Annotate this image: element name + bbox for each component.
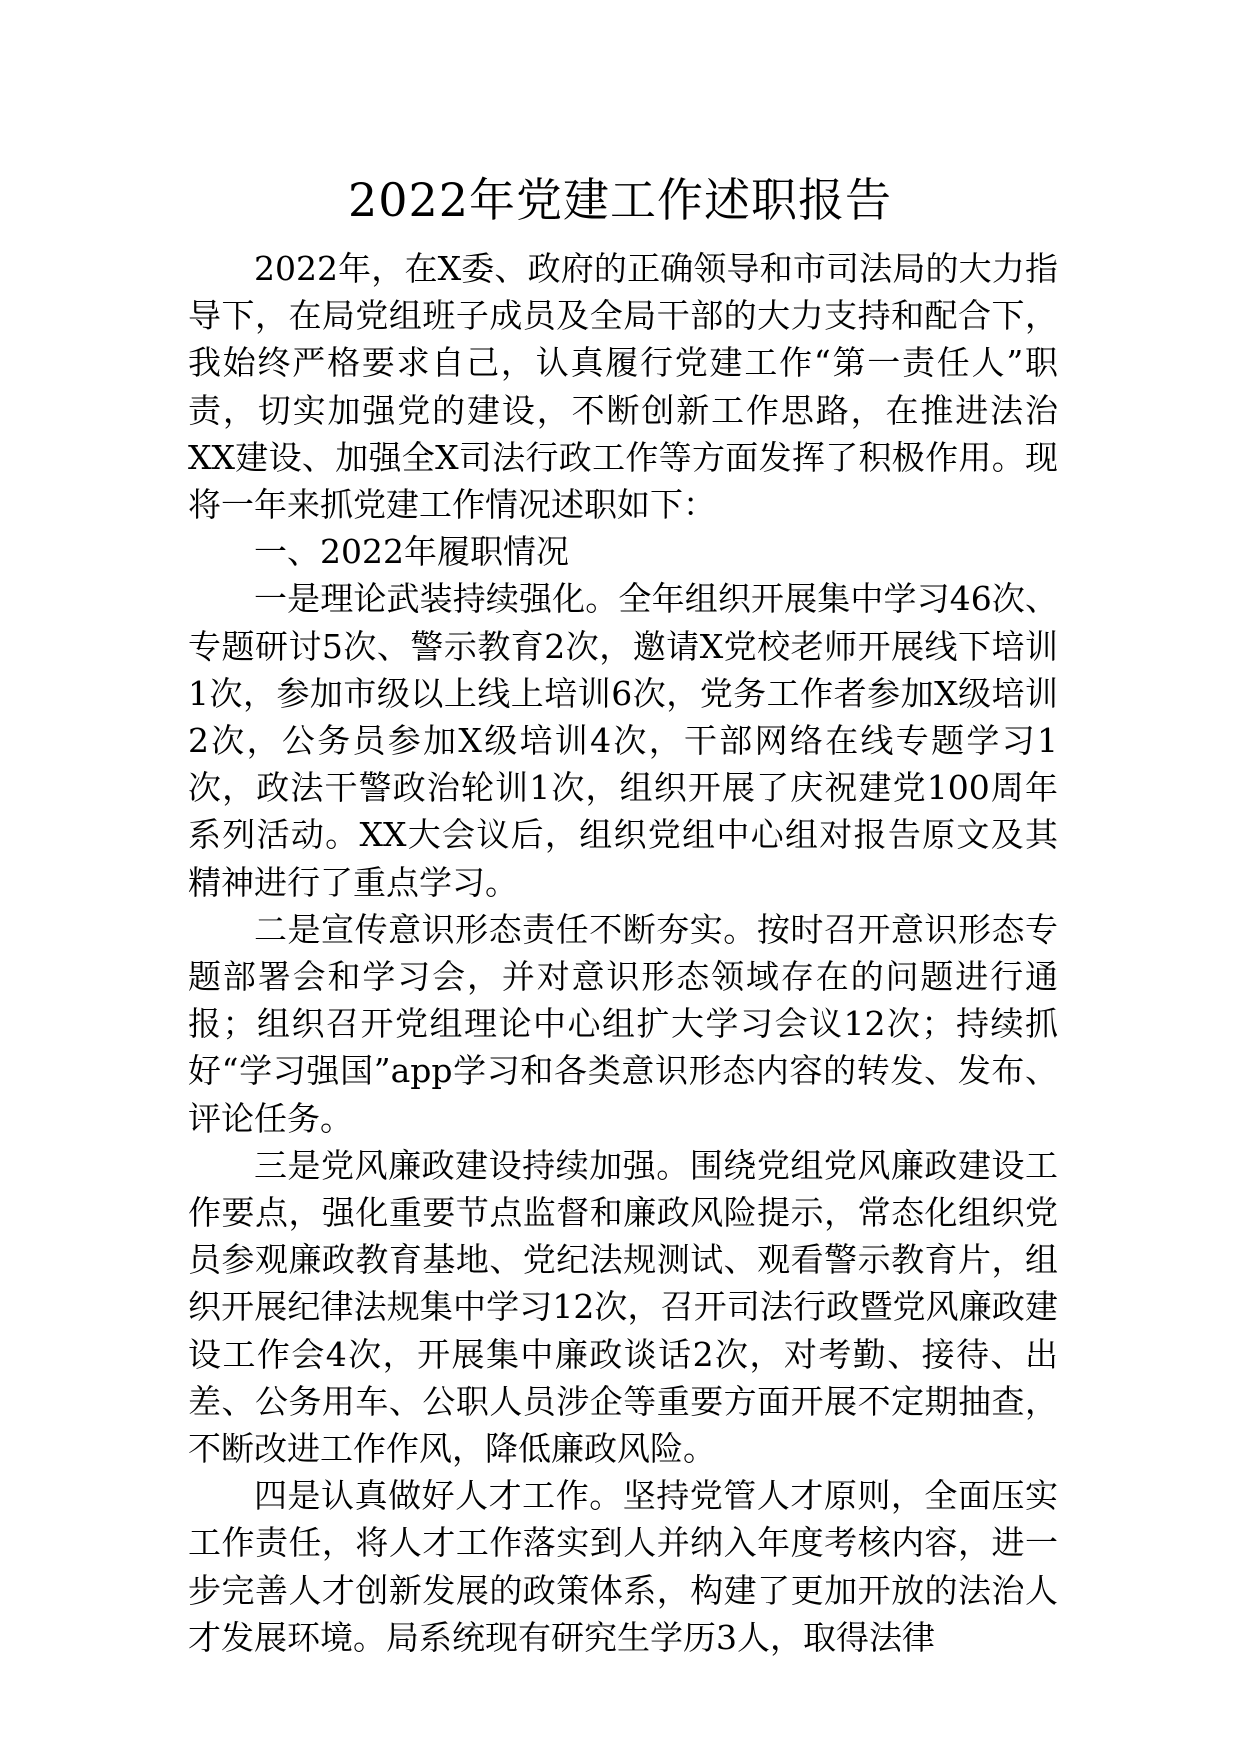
document-title: 2022年党建工作述职报告 (347, 173, 893, 227)
paragraph-talent: 四是认真做好人才工作。坚持党管人才原则，全面压实工作责任，将人才工作落实到人并纳入年度考核内容，进一步完善人才创新发展的政策体系，构建了更加开放的法治人才发展环境。局系统现有研究生学历3人，取得法律 (188, 1476, 1058, 1657)
paragraph-intro: 2022年，在X委、政府的正确领导和市司法局的大力指导下，在局党组班子成员及全局干部的大力支持和配合下，我始终严格要求自己，认真履行党建工作“第一责任人”职责，切实加强党的建设，不断创新工作思路，在推进法治XX建设、加强全X司法行政工作等方面发挥了积极作用。现将一年来抓党建工作情况述职如下： (188, 249, 1058, 525)
paragraph-integrity: 三是党风廉政建设持续加强。围绕党组党风廉政建设工作要点，强化重要节点监督和廉政风险提示，常态化组织党员参观廉政教育基地、党纪法规测试、观看警示教育片，组织开展纪律法规集中学习12次，召开司法行政暨党风廉政建设工作会4次，开展集中廉政谈话2次，对考勤、接待、出差、公务用车、公职人员涉企等重要方面开展不定期抽查，不断改进工作作风，降低廉政风险。 (188, 1145, 1058, 1469)
paragraph-theory: 一是理论武装持续强化。全年组织开展集中学习46次、专题研讨5次、警示教育2次，邀请X党校老师开展线下培训1次，参加市级以上线上培训6次，党务工作者参加X级培训2次，公务员参加X级培训4次，干部网络在线专题学习1次，政法干警政治轮训1次，组织开展了庆祝建党100周年系列活动。XX大会议后，组织党组中心组对报告原文及其精神进行了重点学习。 (188, 579, 1059, 902)
paragraph-ideology: 二是宣传意识形态责任不断夯实。按时召开意识形态专题部署会和学习会，并对意识形态领域存在的问题进行通报；组织召开党组理论中心组扩大学习会议12次；持续抓好“学习强国”app学习和各类意识形态内容的转发、发布、评论任务。 (188, 909, 1058, 1138)
section-heading: 一、2022年履职情况 (254, 532, 569, 572)
document-body (188, 245, 1058, 1661)
